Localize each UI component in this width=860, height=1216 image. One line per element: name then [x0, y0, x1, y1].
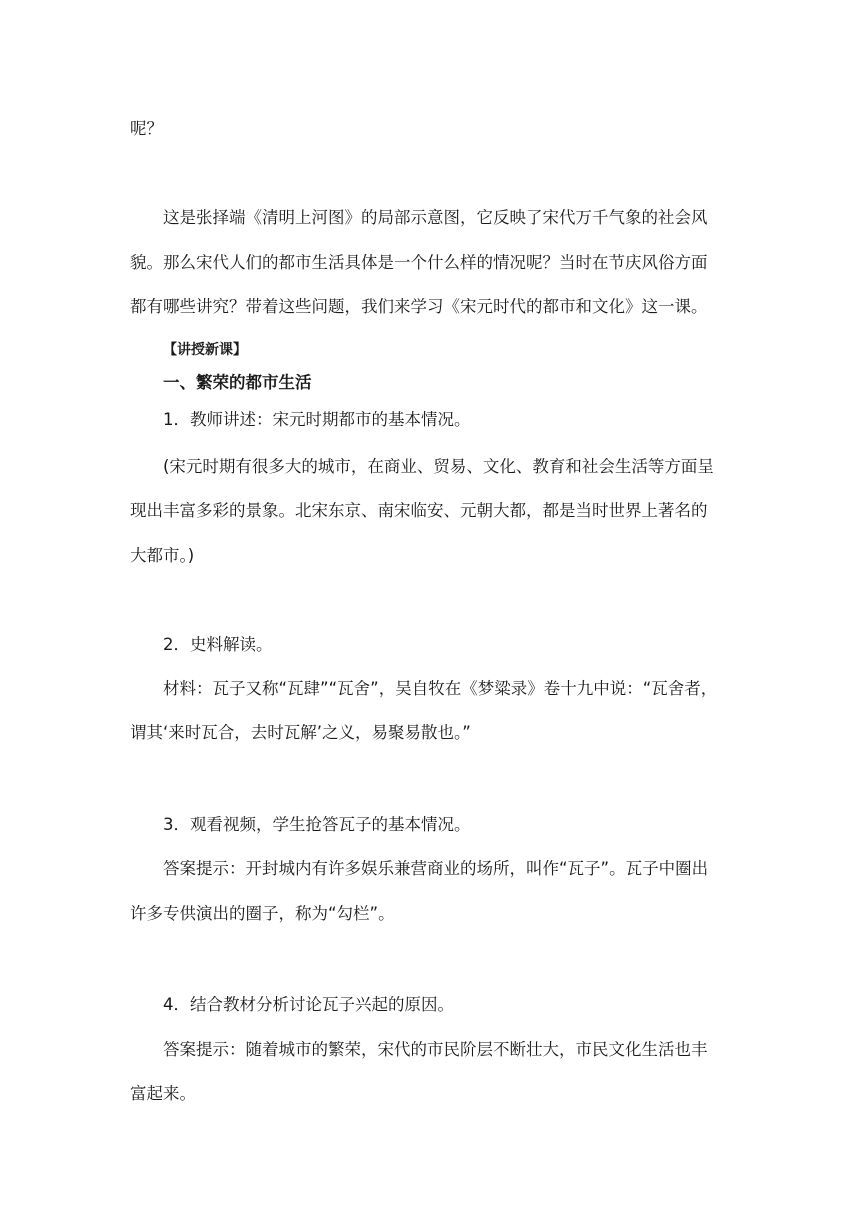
- text-line: 谓其‘来时瓦合，去时瓦解’之义，易聚易散也。”: [130, 723, 471, 742]
- text-line: 3．观看视频，学生抢答瓦子的基本情况。: [163, 815, 471, 834]
- text-line: 都有哪些讲究？带着这些问题，我们来学习《宋元时代的都市和文化》这一课。: [130, 297, 708, 316]
- text-line: 答案提示：开封城内有许多娱乐兼营商业的场所，叫作“瓦子”。瓦子中圈出: [163, 859, 709, 878]
- text-line: 富起来。: [130, 1084, 196, 1103]
- text-line: 许多专供演出的圈子，称为“勾栏”。: [130, 904, 395, 923]
- text-line: 1．教师讲述：宋元时期都市的基本情况。: [163, 410, 471, 429]
- text-line: 4．结合教材分析讨论瓦子兴起的原因。: [163, 995, 454, 1014]
- text-line: 呢？: [130, 119, 163, 138]
- text-line: 这是张择端《清明上河图》的局部示意图，它反映了宋代万千气象的社会风: [163, 208, 708, 227]
- text-line: 貌。那么宋代人们的都市生活具体是一个什么样的情况呢？当时在节庆风俗方面: [130, 253, 708, 272]
- text-line: 材料：瓦子又称“瓦肆”“瓦舍”，吴自牧在《梦粱录》卷十九中说：“瓦舍者，: [163, 679, 718, 698]
- text-line: 2．史料解读。: [163, 635, 273, 654]
- text-line: (宋元时期有很多大的城市，在商业、贸易、文化、教育和社会生活等方面呈: [163, 457, 714, 476]
- text-line: 大都市。): [130, 546, 195, 565]
- section-title: 一、繁荣的都市生活: [163, 373, 312, 392]
- section-heading: 【讲授新课】: [163, 342, 247, 358]
- text-line: 答案提示：随着城市的繁荣，宋代的市民阶层不断壮大，市民文化生活也丰: [163, 1040, 708, 1059]
- text-line: 现出丰富多彩的景象。北宋东京、南宋临安、元朝大都，都是当时世界上著名的: [130, 501, 708, 520]
